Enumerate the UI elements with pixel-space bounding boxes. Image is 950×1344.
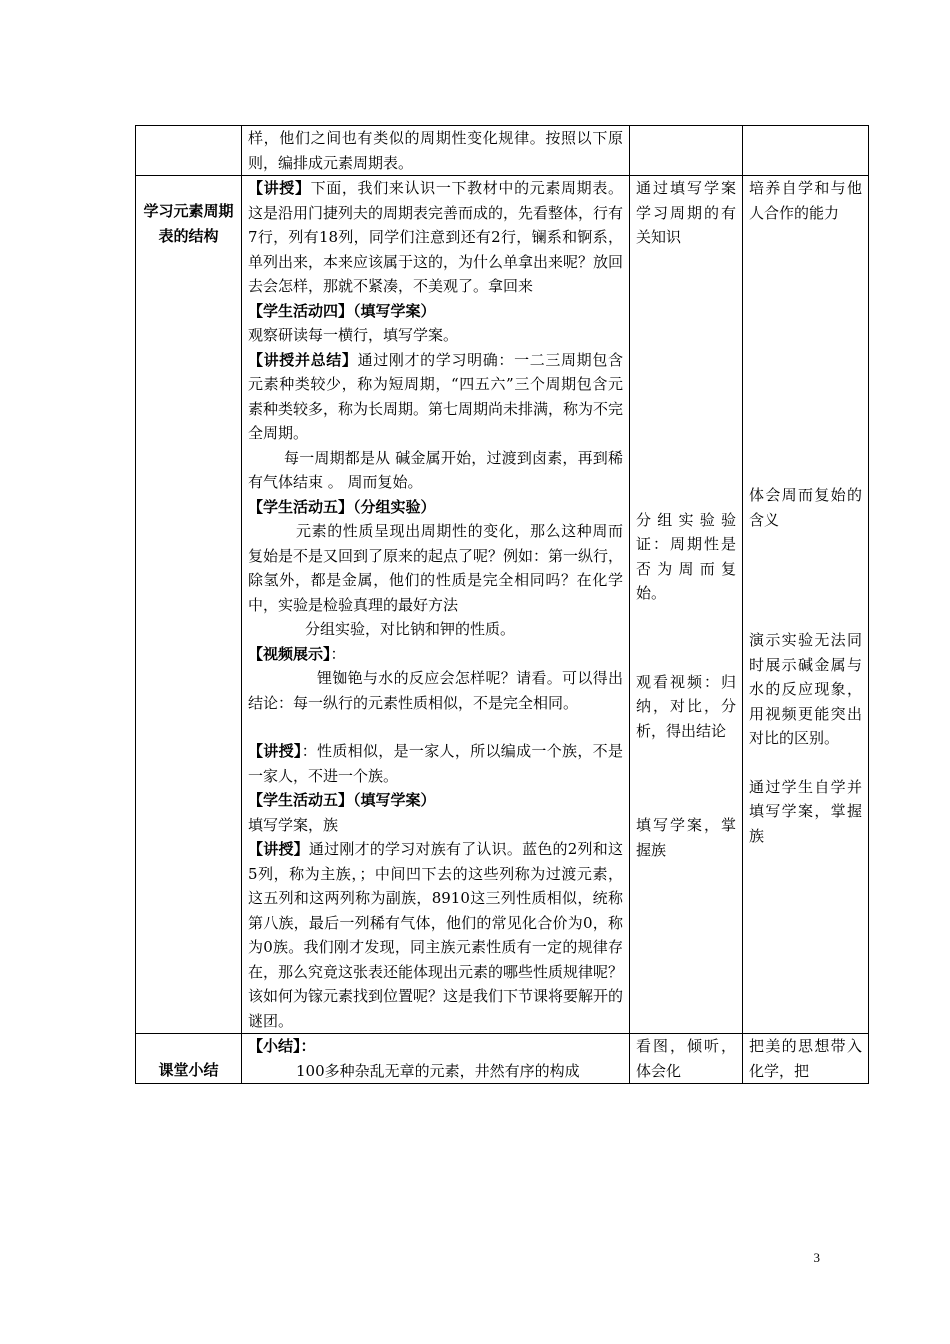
lecture-label: 【讲授】: [248, 840, 309, 858]
student-activity-cell: [630, 126, 743, 176]
student-activity-text: 观看视频：归纳，对比，分析，得出结论: [636, 672, 736, 740]
design-intent-cell: [743, 1034, 869, 1084]
activity-text: 元素的性质呈现出周期性的变化，那么这种周而复始是不是又回到了原来的起点了呢？例如：第一纵行，除氢外，都是金属，他们的性质是完全相同吗？在化学中，实验是检验真理的最好方法: [248, 522, 624, 614]
summary-text: 100多种杂乱无章的元素，井然有序的构成: [296, 1061, 580, 1080]
lesson-plan-table: [135, 125, 869, 1084]
table-row: [136, 126, 869, 176]
student-activity-text: 看图，倾听，体会化: [636, 1037, 736, 1080]
page-number: 3: [813, 1250, 820, 1265]
student-activity-text: 通过填写学案学习周期的有关知识: [636, 179, 736, 246]
section-cell: [136, 126, 242, 176]
lecture-label: 【讲授】: [248, 179, 311, 197]
activity-heading: 【学生活动五】（分组实验）: [248, 497, 436, 516]
section-cell: [136, 1034, 242, 1084]
section-title: 学习元素周期表的结构: [143, 202, 234, 245]
activity-text: 填写学案，族: [248, 815, 339, 834]
lecture-text: 通过刚才的学习对族有了认识。蓝色的2列和这5列，称为主族，；中间凹下去的这些列称为过渡元素，这五列和这两列称为副族，8910这三列性质相似，统称第八族，最后一列稀有气体，他们的常见化合价为0，称为0族。我们刚才发现，同主族元素性质有一定的规律存在，那么究竟这张表还能体现出元素的哪些性质规律呢？该如何为镓元素找到位置呢？这是我们下节课将要解开的谜团。: [248, 840, 624, 1030]
video-text: 锂铷铯与水的反应会怎样呢？请看。可以得出结论：每一纵行的元素性质相似，不是完全相同。: [248, 669, 623, 712]
design-intent-text: 体会周而复始的含义: [749, 486, 862, 529]
section-cell: [136, 176, 242, 1034]
lecture-label: 【讲授】: [248, 742, 302, 760]
video-colon: ：: [330, 644, 346, 663]
design-intent-text: 培养自学和与他人合作的能力: [749, 179, 862, 222]
design-intent-text: 通过学生自学并填写学案，掌握族: [749, 777, 862, 845]
lecture-text: ：性质相似，是一家人，所以编成一个族，不是一家人，不进一个族。: [248, 742, 623, 785]
design-intent-cell: [743, 126, 869, 176]
cycle-text: 每一周期都是从 碱金属开始，过渡到卤素，再到稀有气体结束 。 周而复始。: [248, 448, 623, 491]
content-cell: [242, 126, 630, 176]
summary-text: 通过刚才的学习明确：一二三周期包含元素种类较少，称为短周期，“四五六”三个周期包含元素种类较多，称为长周期。第七周期尚未排满，称为不完全周期。: [248, 350, 624, 442]
design-intent-text: 把美的思想带入化学，把: [749, 1037, 862, 1080]
video-label: 【视频展示】: [248, 644, 331, 663]
student-activity-cell: [630, 176, 743, 1034]
table-row: [136, 176, 869, 1034]
experiment-text: 分组实验，对比钠和钾的性质。: [305, 620, 516, 638]
design-intent-text: 演示实验无法同时展示碱金属与水的反应现象，用视频更能突出对比的区别。: [749, 631, 862, 747]
activity-heading: 【学生活动五】（填写学案）: [248, 791, 436, 809]
summary-label: 【小结】：: [248, 1037, 316, 1055]
content-cell: [242, 1034, 630, 1084]
lecture-text: 下面，我们来认识一下教材中的元素周期表。这是沿用门捷列夫的周期表完善而成的，先看整体，行有7行，列有18列，同学们注意到还有2行，镧系和锕系，单列出来，本来应该属于这的，为什么单拿出来呢？放回去会怎样，那就不紧凑，不美观了。拿回来: [248, 179, 624, 295]
table-row: [136, 1034, 869, 1084]
content-cell: [242, 176, 630, 1034]
student-activity-text: 填写学案，掌握族: [636, 816, 736, 859]
activity-heading: 【学生活动四】（填写学案）: [248, 301, 436, 320]
student-activity-text: 分组实验验证：周期性是否为周而复始。: [636, 510, 736, 602]
summary-label: 【讲授并总结】: [248, 350, 358, 369]
activity-text: 观察研读每一横行，填写学案。: [248, 326, 459, 344]
section-title: 课堂小结: [158, 1061, 219, 1079]
design-intent-cell: [743, 176, 869, 1034]
student-activity-cell: [630, 1034, 743, 1084]
content-paragraph: 样，他们之间也有类似的周期性变化规律。按照以下原则，编排成元素周期表。: [248, 129, 623, 172]
